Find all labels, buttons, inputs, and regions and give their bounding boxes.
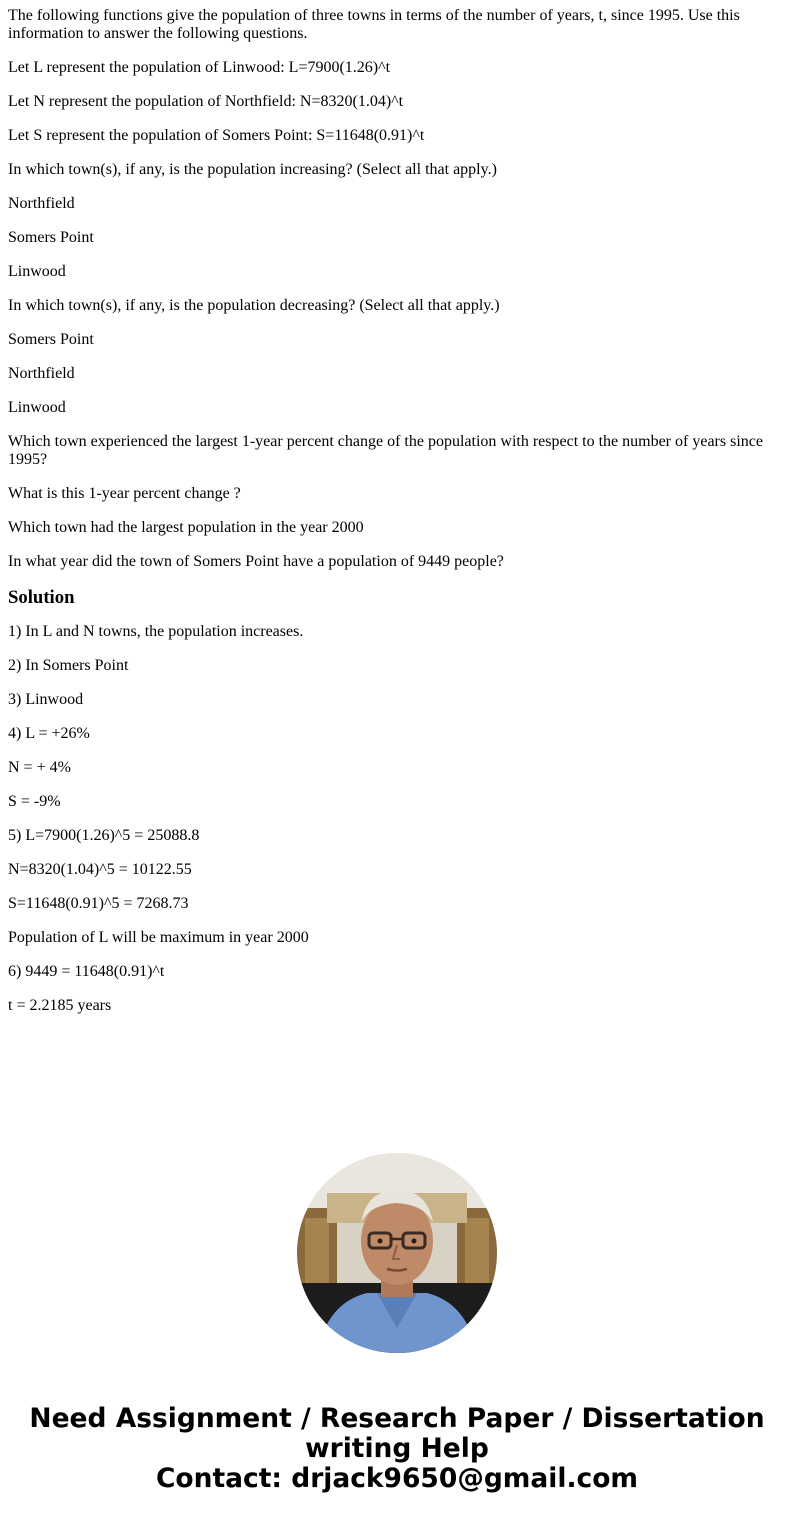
question-decreasing: In which town(s), if any, is the population decreasing? (Select all that apply.) bbox=[8, 297, 500, 314]
solution-line: t = 2.2185 years bbox=[8, 997, 112, 1014]
option-decreasing-2: Northfield bbox=[8, 365, 75, 382]
solution-line: 1) In L and N towns, the population increases. bbox=[8, 623, 304, 640]
solution-line: N=8320(1.04)^5 = 10122.55 bbox=[8, 861, 192, 878]
question-somers-year: In what year did the town of Somers Point have a population of 9449 people? bbox=[8, 553, 504, 570]
promo-line-1: Need Assignment / Research Paper / Dissertation bbox=[29, 1403, 765, 1434]
solution-line: 3) Linwood bbox=[8, 691, 84, 708]
promo-text bbox=[0, 1404, 794, 1494]
definition-linwood: Let L represent the population of Linwood: L=7900(1.26)^t bbox=[8, 59, 391, 76]
question-largest-change: Which town experienced the largest 1-year percent change of the population with respect to the number of years since 1995? bbox=[8, 433, 763, 468]
promo-line-2: writing Help bbox=[305, 1433, 489, 1464]
solution-line: N = + 4% bbox=[8, 759, 71, 776]
solution-line: S = -9% bbox=[8, 793, 61, 810]
solution-line: Population of L will be maximum in year 2000 bbox=[8, 929, 309, 946]
option-decreasing-1: Somers Point bbox=[8, 331, 94, 348]
question-intro: The following functions give the population of three towns in terms of the number of years, t, since 1995. Use this information to answer the following questions. bbox=[8, 7, 740, 42]
question-increasing: In which town(s), if any, is the population increasing? (Select all that apply.) bbox=[8, 161, 497, 178]
question-percent-change: What is this 1-year percent change ? bbox=[8, 485, 241, 502]
solution-heading: Solution bbox=[8, 587, 75, 608]
solution-line: S=11648(0.91)^5 = 7268.73 bbox=[8, 895, 189, 912]
option-increasing-3: Linwood bbox=[8, 263, 66, 280]
solution-line: 2) In Somers Point bbox=[8, 657, 129, 674]
author-portrait bbox=[297, 1153, 497, 1353]
option-increasing-2: Somers Point bbox=[8, 229, 94, 246]
option-increasing-1: Northfield bbox=[8, 195, 75, 212]
promo-contact: Contact: drjack9650@gmail.com bbox=[155, 1463, 639, 1494]
question-largest-2000: Which town had the largest population in the year 2000 bbox=[8, 519, 364, 536]
author-avatar bbox=[297, 1153, 497, 1353]
promo-footer bbox=[0, 1153, 794, 1494]
solution-line: 4) L = +26% bbox=[8, 725, 90, 742]
solution-line: 6) 9449 = 11648(0.91)^t bbox=[8, 963, 165, 980]
solution-line: 5) L=7900(1.26)^5 = 25088.8 bbox=[8, 827, 200, 844]
definition-northfield: Let N represent the population of Northfield: N=8320(1.04)^t bbox=[8, 93, 404, 110]
definition-somers-point: Let S represent the population of Somers Point: S=11648(0.91)^t bbox=[8, 127, 425, 144]
option-decreasing-3: Linwood bbox=[8, 399, 66, 416]
